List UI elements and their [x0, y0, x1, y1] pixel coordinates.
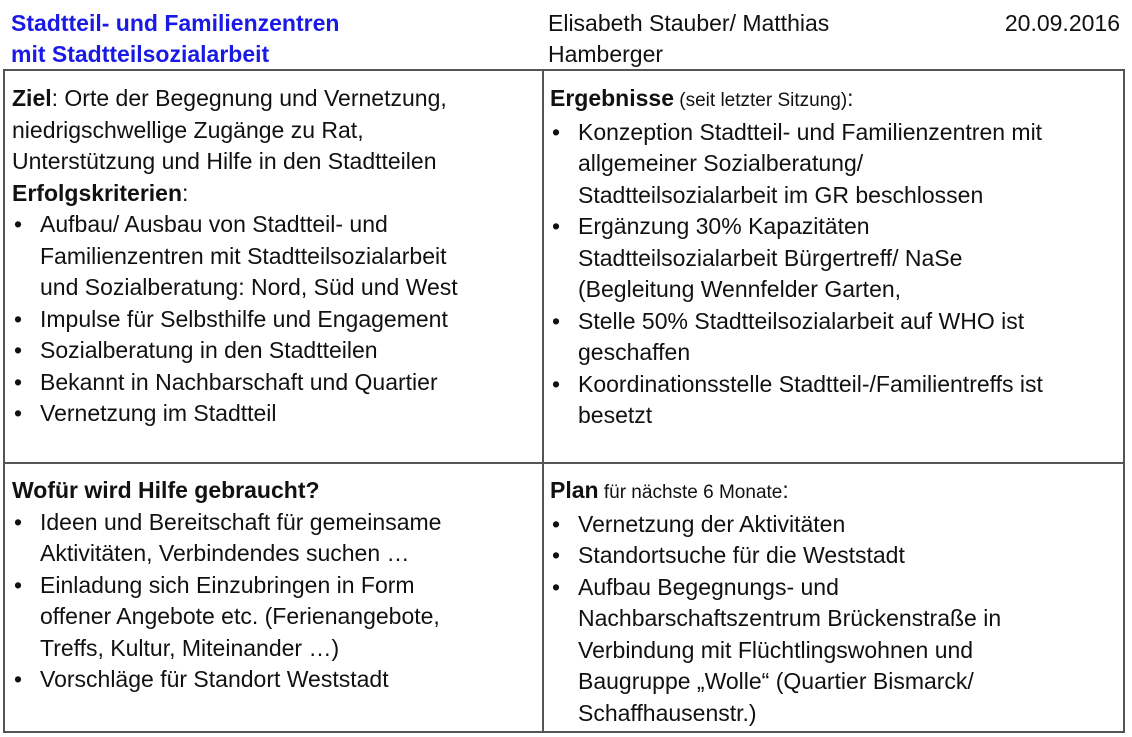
ergebnisse-cell [550, 83, 1120, 432]
plan-cell [550, 475, 1120, 729]
ziel-cell [12, 83, 537, 430]
list-item [12, 304, 537, 336]
list-item-line: allgemeiner Sozialberatung/ [578, 150, 864, 176]
bullet-marker: • [14, 337, 23, 363]
list-item-line: Koordinationsstelle Stadtteil-/Familientreffs ist [578, 370, 1043, 397]
hilfe-heading: Wofür wird Hilfe gebraucht? [12, 477, 320, 503]
list-item-line: Baugruppe „Wolle“ (Quartier Bismarck/ [578, 668, 974, 694]
list-item-line: Impulse für Selbsthilfe und Engagement [40, 305, 448, 332]
list-item-line: (Begleitung Wennfelder Garten, [578, 276, 902, 302]
list-item-line: offener Angebote etc. (Ferienangebote, [40, 603, 440, 629]
ziel-heading [12, 83, 537, 115]
list-item [12, 398, 537, 430]
plan-qualifier: für nächste 6 Monate [598, 482, 783, 503]
plan-heading [550, 475, 1120, 509]
bullet-marker: • [14, 666, 23, 692]
bullet-marker: • [14, 508, 23, 535]
criteria-colon: : [182, 179, 189, 206]
list-item [550, 572, 1120, 730]
plan-list [550, 509, 1120, 730]
list-item-line: Aktivitäten, Verbindendes suchen … [40, 540, 410, 566]
list-item-line: Stadtteilsozialarbeit im GR beschlossen [578, 181, 984, 208]
list-item-line: geschaffen [578, 339, 691, 365]
bullet-marker: • [552, 307, 561, 334]
row-divider [5, 462, 1123, 464]
ziel-text: : Orte der Begegnung und Vernetzung, [51, 85, 447, 111]
ergebnisse-heading [550, 83, 1120, 117]
bullet-marker: • [552, 542, 561, 568]
list-item-line: Bekannt in Nachbarschaft und Quartier [40, 368, 438, 395]
list-item-line: Stelle 50% Stadtteilsozialarbeit auf WHO ist [578, 307, 1025, 334]
ziel-text-line: Unterstützung und Hilfe in den Stadtteilen [12, 148, 437, 174]
list-item-line: besetzt [578, 402, 653, 428]
authors-line: Hamberger [548, 41, 664, 67]
bullet-marker: • [14, 368, 23, 395]
bullet-marker: • [552, 510, 561, 537]
list-item-line: Verbindung mit Flüchtlingswohnen und [578, 636, 974, 663]
ergebnisse-label: Ergebnisse [550, 85, 674, 111]
document-title-line: mit Stadtteilsozialarbeit [11, 41, 270, 67]
list-item-line: Einladung sich Einzubringen in Form [40, 571, 415, 598]
list-item-line: Vernetzung im Stadtteil [40, 400, 277, 426]
list-item-line: Aufbau Begegnungs- und [578, 573, 839, 600]
ergebnisse-colon: : [847, 85, 854, 111]
criteria-list [12, 209, 537, 430]
list-item [12, 570, 537, 665]
plan-label: Plan [550, 477, 599, 503]
bullet-marker: • [14, 571, 23, 598]
list-item [550, 117, 1120, 212]
list-item-line: Nachbarschaftszentrum Brückenstraße in [578, 605, 1002, 631]
list-item [550, 540, 1120, 572]
bullet-marker: • [552, 118, 561, 145]
list-item [550, 369, 1120, 432]
bullet-marker: • [552, 370, 561, 397]
list-item-line: Standortsuche für die Weststadt [578, 542, 905, 568]
list-item-line: Treffs, Kultur, Miteinander …) [40, 634, 340, 661]
list-item-line: Ideen und Bereitschaft für gemeinsame [40, 508, 442, 535]
list-item [12, 335, 537, 367]
list-item [550, 306, 1120, 369]
list-item [12, 209, 537, 304]
bullet-marker: • [552, 213, 561, 239]
list-item [550, 211, 1120, 306]
authors-line: Elisabeth Stauber/ Matthias [548, 10, 830, 36]
list-item [12, 664, 537, 696]
bullet-marker: • [14, 400, 23, 426]
document-authors [548, 8, 928, 70]
column-divider [542, 71, 544, 731]
list-item-line: Ergänzung 30% Kapazitäten [578, 213, 870, 239]
criteria-label: Erfolgskriterien [12, 179, 182, 206]
hilfe-list [12, 507, 537, 696]
document-title [11, 8, 339, 70]
document-header [0, 0, 1132, 66]
content-table [3, 69, 1125, 733]
list-item-line: und Sozialberatung: Nord, Süd und West [40, 274, 458, 300]
ergebnisse-qualifier: (seit letzter Sitzung) [674, 90, 848, 111]
bullet-marker: • [14, 305, 23, 332]
ziel-label: Ziel [12, 85, 52, 111]
list-item [12, 367, 537, 399]
ergebnisse-list [550, 117, 1120, 432]
list-item-line: Stadtteilsozialarbeit Bürgertreff/ NaSe [578, 244, 963, 271]
hilfe-cell [12, 475, 537, 696]
list-item-line: Aufbau/ Ausbau von Stadtteil- und [40, 211, 388, 237]
list-item [12, 507, 537, 570]
list-item-line: Vorschläge für Standort Weststadt [40, 666, 389, 692]
list-item-line: Vernetzung der Aktivitäten [578, 510, 846, 537]
list-item-line: Konzeption Stadtteil- und Familienzentren mit [578, 118, 1043, 145]
plan-colon: : [782, 477, 789, 503]
bullet-marker: • [14, 211, 23, 237]
ziel-text-line: niedrigschwellige Zugänge zu Rat, [12, 116, 364, 143]
bullet-marker: • [552, 573, 561, 600]
list-item-line: Schaffhausenstr.) [578, 699, 757, 726]
list-item [550, 509, 1120, 541]
list-item-line: Sozialberatung in den Stadtteilen [40, 337, 378, 363]
criteria-heading [12, 178, 537, 210]
list-item-line: Familienzentren mit Stadtteilsozialarbeit [40, 242, 447, 269]
document-title-line: Stadtteil- und Familienzentren [11, 10, 340, 36]
document-date: 20.09.2016 [1004, 10, 1120, 36]
